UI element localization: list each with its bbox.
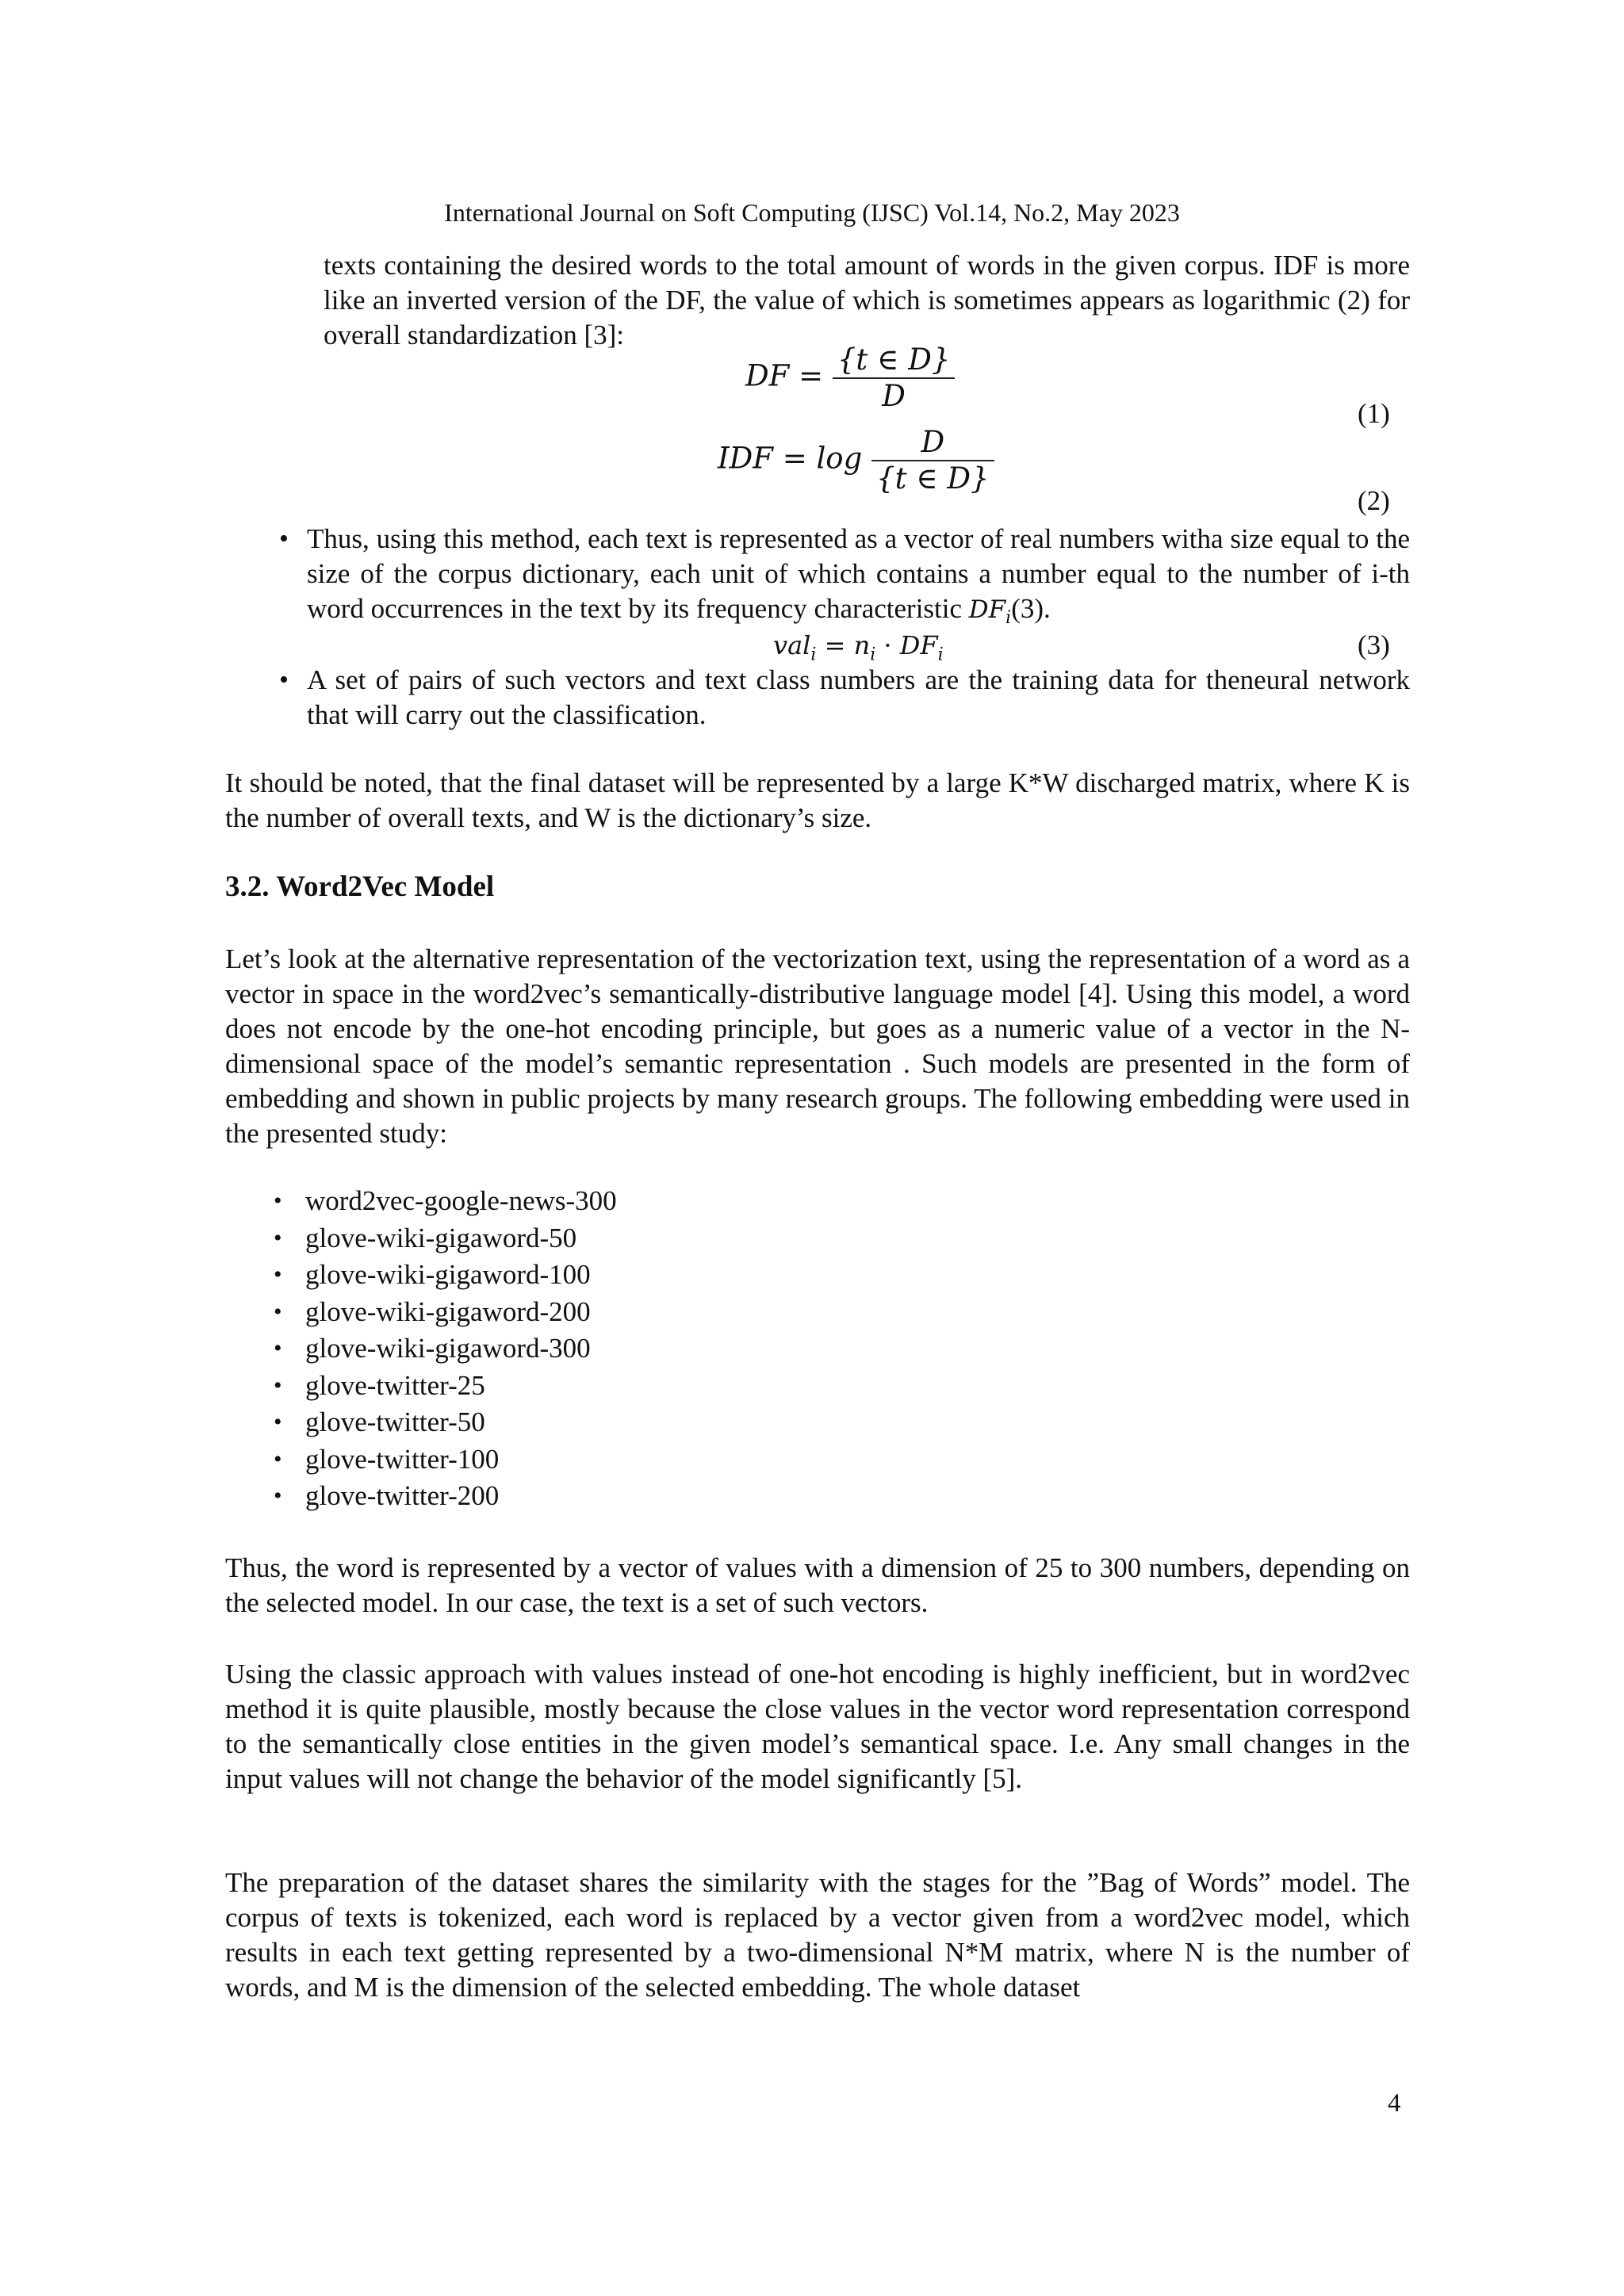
bullet-dot: • <box>274 1224 282 1251</box>
paragraph-classic-approach: Using the classic approach with values instead of one-hot encoding is highly inefficient, but in word2vec method it is quite plausible, mostly because the close values in the vector word representation correspond to the semantically close entities in the given model’s semantical space. I.e. Any small changes in the input values will not change the behavior of the model significantly [5]. <box>225 1659 1410 1794</box>
paragraph-final-dataset: It should be noted, that the final dataset will be represented by a large K*W discharged matrix, where K is the number of overall texts, and W is the dictionary’s size. <box>225 767 1410 833</box>
bullet-dot: • <box>274 1409 282 1435</box>
list-item: • glove-twitter-200 <box>274 1478 617 1515</box>
bullet-text: Thus, using this method, each text is represented as a vector of real numbers witha size equal to the size of the corpus dictionary, each unit of which contains a number equal to the number of i-th word occurrences in the text by its frequency characteristic <box>307 523 1410 624</box>
bullet-dot: • <box>274 1372 282 1399</box>
list-item: • word2vec-google-news-300 <box>274 1183 617 1220</box>
equation-idf-numerator: D <box>921 425 945 459</box>
bullet-dot: • <box>274 1261 282 1288</box>
equation-idf-lhs: IDF = log <box>718 441 863 476</box>
list-item: • glove-wiki-gigaword-50 <box>274 1220 617 1257</box>
paragraph-dataset-preparation: The preparation of the dataset shares the similarity with the stages for the ”Bag of Words” model. The corpus of texts is tokenized, each word is replaced by a vector given from a word2vec model, which results in each text getting represented by a two-dimensional N*M matrix, where N is the number of words, and M is the dimension of the selected embedding. The whole dataset <box>225 1867 1410 2003</box>
intro-paragraph: texts containing the desired words to the total amount of words in the given corpus. IDF is more like an inverted version of the DF, the value of which is sometimes appears as logarithmic (2) for overall standardization [3]: <box>324 250 1410 350</box>
equation-df-denominator: D <box>882 379 906 413</box>
embedding-list <box>274 1183 617 1515</box>
equation-idf <box>718 425 994 496</box>
equation-idf-fraction <box>871 425 994 496</box>
page-number: 4 <box>1388 2089 1401 2118</box>
section-heading: 3.2. Word2Vec Model <box>225 871 495 903</box>
list-item: • glove-twitter-25 <box>274 1368 617 1405</box>
equation-number-2: (2) <box>1358 485 1390 516</box>
bullet-dot: • <box>274 1335 282 1361</box>
paragraph-vector-dimension: Thus, the word is represented by a vector of values with a dimension of 25 to 300 numbers, depending on the selected model. In our case, the text is a set of such vectors. <box>225 1552 1410 1618</box>
bullet-vector-representation <box>307 522 1410 636</box>
bullet-training-data: A set of pairs of such vectors and text class numbers are the training data for theneural network that will carry out the classification. <box>307 664 1410 730</box>
list-item: • glove-twitter-50 <box>274 1404 617 1441</box>
list-item: • glove-wiki-gigaword-100 <box>274 1257 617 1294</box>
journal-header: International Journal on Soft Computing (IJSC) Vol.14, No.2, May 2023 <box>444 198 1180 227</box>
bullet-dot: • <box>274 1483 282 1509</box>
equation-idf-denominator: {t ∈ D} <box>876 461 990 496</box>
bullet-dot: • <box>274 1188 282 1214</box>
equation-df-fraction <box>833 342 956 414</box>
df-i-math: $DF_i$ <box>968 595 1012 629</box>
bullet-dot: • <box>279 665 289 695</box>
list-item: • glove-wiki-gigaword-200 <box>274 1294 617 1331</box>
paragraph-word2vec-intro: Let’s look at the alternative representation of the vectorization text, using the representation of a word as a vector in space in the word2vec’s semantically-distributive language model [4]. Using this model, a word does not encode by the one-hot encoding principle, but goes as a numeric value of a vector in the N-dimensional space of the model’s semantic representation . Such models are presented in the form of embedding and shown in public projects by many research groups. The following embedding were used in the presented study: <box>225 943 1410 1149</box>
list-item: • glove-wiki-gigaword-300 <box>274 1330 617 1368</box>
equation-df-numerator: {t ∈ D} <box>837 342 951 377</box>
bullet-dot: • <box>279 524 289 553</box>
equation-df-lhs: DF = <box>745 358 824 393</box>
bullet-dot: • <box>274 1298 282 1325</box>
list-item: • glove-twitter-100 <box>274 1441 617 1479</box>
bullet-dot: • <box>274 1445 282 1472</box>
equation-number-1: (1) <box>1358 398 1390 429</box>
equation-df <box>745 342 955 414</box>
equation-val: $val_i = n_i \cdot DF_i$ <box>773 630 944 665</box>
equation-number-3: (3) <box>1358 629 1390 660</box>
bullet-text-tail: (3). <box>1011 593 1051 624</box>
